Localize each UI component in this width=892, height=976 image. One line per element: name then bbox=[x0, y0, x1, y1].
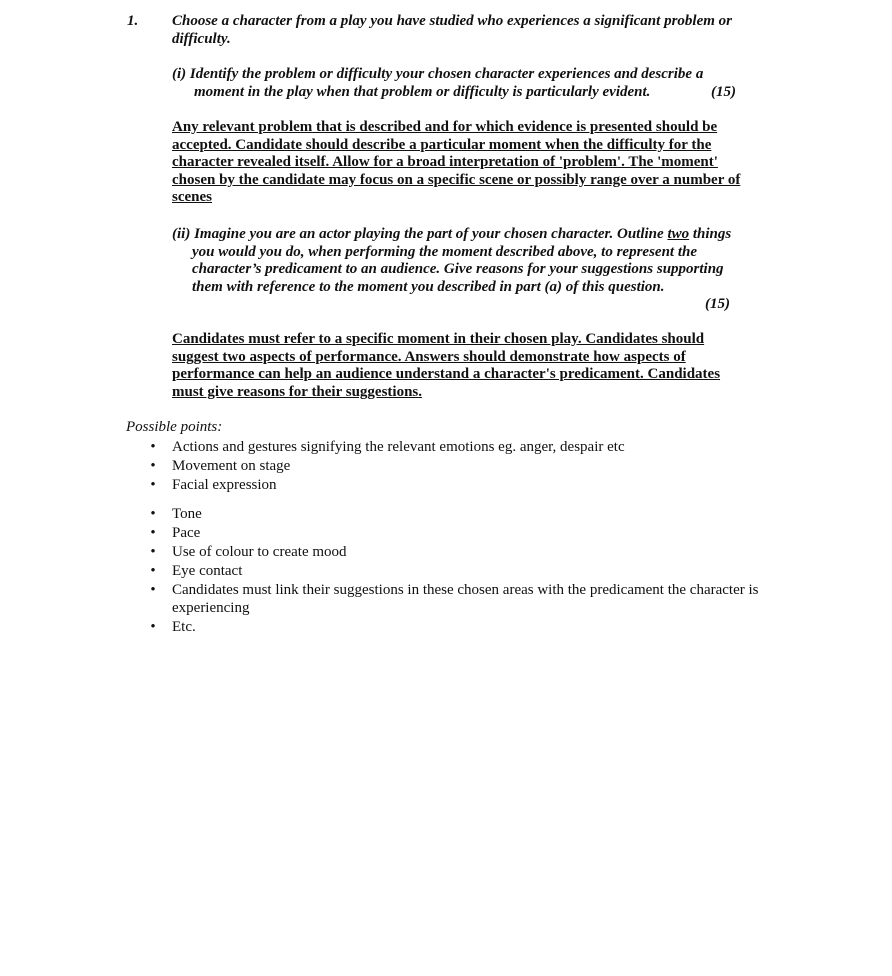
bullet-icon: • bbox=[150, 476, 156, 493]
part-i-marks: (15) bbox=[711, 84, 736, 100]
question-part-i bbox=[172, 66, 752, 101]
question-part-ii-text bbox=[172, 226, 754, 296]
part-ii-body-start: Imagine you are an actor playing the part of your chosen character. Outline bbox=[194, 226, 664, 242]
bullet-icon: • bbox=[150, 439, 156, 455]
part-ii-underlined-two: two bbox=[667, 226, 690, 242]
list-item: • Candidates must link their suggestions in these chosen areas with the predicament the character is experiencing bbox=[148, 582, 768, 617]
list-item: • Eye contact bbox=[148, 563, 768, 581]
part-ii-marks: (15) bbox=[705, 296, 730, 312]
possible-points-list-1 bbox=[148, 439, 768, 496]
marking-guidance-part-i: Any relevant problem that is described and for which evidence is presented should be accepted. Candidate should describe a particular moment when the difficulty for the character revealed itself. Allow for a broad interpretation of 'problem'. The 'moment' chosen by the candidate may focus on a specific scene or possibly range over a number of scenes bbox=[172, 119, 741, 206]
bullet-icon: • bbox=[150, 506, 156, 522]
question-part-i-text bbox=[172, 66, 752, 101]
list-item: • Pace bbox=[148, 525, 768, 543]
part-i-body: Identify the problem or difficulty your chosen character experiences and describe a moment in the play when that problem or difficulty is particularly evident. bbox=[189, 66, 704, 100]
bullet-icon: • bbox=[150, 543, 156, 560]
bullet-icon: • bbox=[150, 581, 156, 598]
marking-guidance-part-ii: Candidates must refer to a specific moment in their chosen play. Candidates should suggest two aspects of performance. Answers should demonstrate how aspects of performance can help an audience understand a character's predicament. Candidates must give reasons for their suggestions. bbox=[172, 331, 721, 400]
part-ii-label: (ii) bbox=[172, 226, 191, 242]
possible-points-heading: Possible points: bbox=[126, 419, 223, 435]
question-part-ii bbox=[172, 226, 754, 296]
bullet-icon: • bbox=[150, 457, 156, 474]
list-item: • Movement on stage bbox=[148, 458, 768, 476]
bullet-icon: • bbox=[150, 524, 156, 541]
bullet-icon: • bbox=[150, 618, 156, 635]
part-ii-body-end: things you would you do, when performing the moment described above, to represent the character’s predicament to an audience. Give reasons for your suggestions supporting them with reference to the moment you described in part (a) of this question. bbox=[192, 226, 732, 295]
question-stem: Choose a character from a play you have studied who experiences a significant problem or difficulty. bbox=[172, 13, 732, 47]
possible-points-list-2 bbox=[148, 506, 768, 638]
list-item: • Actions and gestures signifying the relevant emotions eg. anger, despair etc bbox=[148, 439, 768, 457]
list-item: • Facial expression bbox=[148, 477, 768, 495]
question-number: 1. bbox=[127, 13, 139, 29]
list-item: • Tone bbox=[148, 506, 768, 524]
list-item: • Use of colour to create mood bbox=[148, 544, 768, 562]
list-item: • Etc. bbox=[148, 619, 768, 637]
part-i-label: (i) bbox=[172, 66, 187, 82]
bullet-icon: • bbox=[150, 562, 156, 579]
